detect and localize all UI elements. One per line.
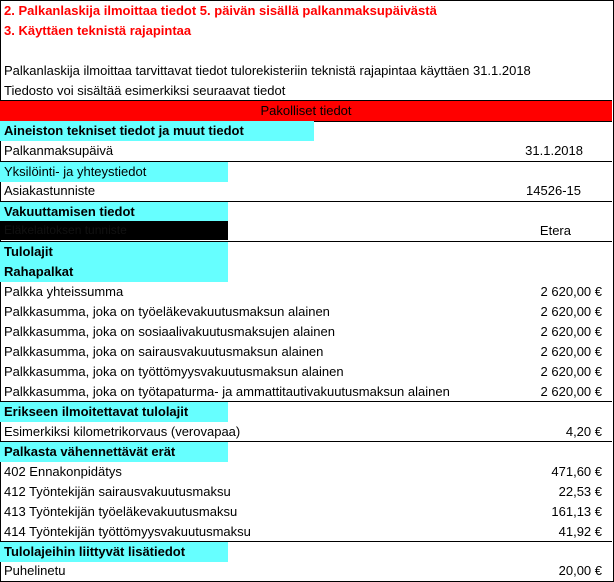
mileage-value: 4,20 € [565, 424, 602, 439]
separate-row [0, 422, 612, 442]
payment-date-value: 31.1.2018 [525, 143, 583, 158]
section-technical-header [0, 121, 314, 141]
section-deductions-header [0, 442, 228, 462]
deduction-label: 413 Työntekijän työeläkevakuutusmaksu [4, 504, 238, 519]
income-value: 2 620,00 € [540, 284, 602, 299]
income-row [0, 342, 612, 362]
section-income-title: Tulolajit [4, 244, 53, 259]
deduction-value: 22,53 € [558, 484, 602, 499]
income-row [0, 362, 612, 382]
deduction-label: 402 Ennakonpidätys [4, 464, 122, 479]
income-label: Palkkasumma, joka on sairausvakuutusmaksun alainen [4, 344, 324, 359]
income-value: 2 620,00 € [540, 304, 602, 319]
deduction-row [0, 482, 612, 502]
mandatory-banner: Pakolliset tiedot [0, 100, 612, 122]
income-label: Palkkasumma, joka on työeläkevakuutusmaksun alainen [4, 304, 330, 319]
income-value: 2 620,00 € [540, 324, 602, 339]
customer-id-label: Asiakastunniste [4, 183, 96, 198]
section-deductions-title: Palkasta vähennettävät erät [4, 444, 176, 459]
intro-line-1: Palkanlaskija ilmoittaa tarvittavat tiedot tulorekisteriin teknistä rajapintaa käyttäen 31.1.2018 [4, 63, 531, 78]
deduction-value: 41,92 € [558, 524, 602, 539]
deduction-label: 414 Työntekijän työttömyysvakuutusmaksu [4, 524, 251, 539]
deduction-row [0, 502, 612, 522]
heading-line-2: 3. Käyttäen teknistä rajapintaa [4, 23, 192, 38]
income-label: Palkkasumma, joka on työttömyysvakuutusmaksun alainen [4, 364, 344, 379]
phone-benefit-label: Puhelinetu [4, 563, 66, 578]
section-income-subtitle: Rahapalkat [4, 264, 74, 279]
pension-insurer-value: Etera [539, 223, 571, 238]
deduction-value: 471,60 € [551, 464, 602, 479]
technical-row [0, 141, 612, 161]
income-row [0, 382, 612, 402]
income-row [0, 282, 612, 302]
redacted-label-text: Eläkelaitoksen tunniste [4, 223, 127, 237]
section-technical-title: Aineiston tekniset tiedot ja muut tiedot [4, 123, 244, 138]
mileage-label: Esimerkiksi kilometrikorvaus (verovapaa) [4, 424, 241, 439]
section-additional-title: Tulolajeihin liittyvät lisätiedot [4, 544, 186, 559]
intro-line-2: Tiedosto voi sisältää esimerkiksi seuraavat tiedot [4, 83, 286, 98]
deduction-label: 412 Työntekijän sairausvakuutusmaksu [4, 484, 231, 499]
identification-row [0, 181, 612, 201]
additional-row [0, 561, 612, 581]
section-income-header [0, 242, 228, 282]
income-value: 2 620,00 € [540, 344, 602, 359]
payment-date-label: Palkanmaksupäivä [4, 143, 114, 158]
income-label: Palkkasumma, joka on sosiaalivakuutusmaksujen alainen [4, 324, 335, 339]
section-identification-title: Yksilöinti- ja yhteystiedot [4, 164, 147, 179]
section-additional-header [0, 542, 228, 562]
section-separate-title: Erikseen ilmoitettavat tulolajit [4, 404, 189, 419]
deduction-row [0, 522, 612, 542]
customer-id-value: 14526-15 [526, 183, 581, 198]
deduction-row [0, 462, 612, 482]
section-insurance-header [0, 202, 228, 222]
income-row [0, 322, 612, 342]
section-identification-header [0, 162, 228, 182]
section-separate-header [0, 402, 228, 422]
section-insurance-title: Vakuuttamisen tiedot [4, 204, 135, 219]
income-row [0, 302, 612, 322]
income-label: Palkkasumma, joka on työtapaturma- ja ammattitautivakuutusmaksun alainen [4, 384, 450, 399]
insurance-row [0, 221, 612, 241]
deduction-value: 161,13 € [551, 504, 602, 519]
income-value: 2 620,00 € [540, 364, 602, 379]
heading-line-1: 2. Palkanlaskija ilmoittaa tiedot 5. päivän sisällä palkanmaksupäivästä [4, 3, 437, 18]
phone-benefit-value: 20,00 € [558, 563, 602, 578]
income-label: Palkka yhteissumma [4, 284, 124, 299]
income-value: 2 620,00 € [540, 384, 602, 399]
